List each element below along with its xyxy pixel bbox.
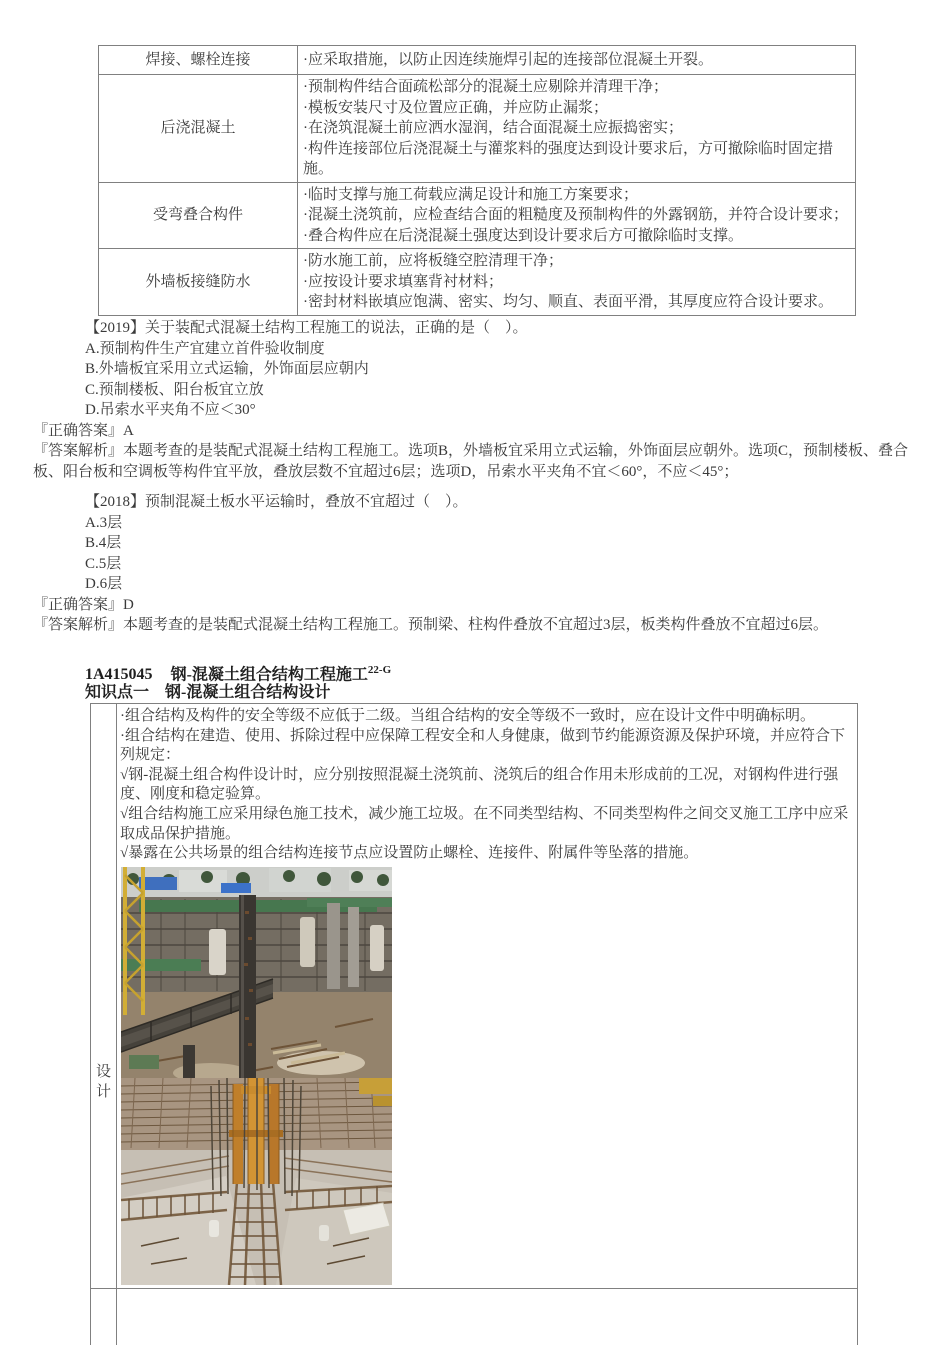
row-label: 受弯叠合构件 — [99, 182, 298, 249]
side-label-design: 设计 — [95, 1064, 111, 1100]
steel-column-rebar-photo — [121, 1078, 392, 1285]
table-item: ·模板安装尺寸及位置应正确，并应防止漏浆； — [303, 99, 608, 116]
row-content — [298, 46, 856, 75]
row-label: 焊接、螺栓连接 — [99, 46, 298, 75]
table-item: ·防水施工前，应将板缝空腔清理干净； — [303, 253, 563, 269]
design-bullet: √组合结构施工应采用绿色施工技术，减少施工垃圾。在不同类型结构、不同类型构件之间交叉施工工序中应采取成品保护措施。 — [120, 805, 849, 842]
design-bullet: √暴露在公共场景的组合结构连接节点应设置防止螺栓、连接件、附属件等坠落的措施。 — [120, 845, 699, 862]
precast-requirements-table — [98, 45, 856, 316]
answer-analysis: 『答案解析』本题考查的是装配式混凝土结构工程施工。选项B，外墙板宜采用立式运输，外饰面层应朝外。选项C，预制楼板、叠合板、阳台板和空调板等构件宜平放，叠放层数不宜超过6层；选项D，吊索水平夹角不宜＜60°，不应＜45°； — [33, 443, 909, 480]
table-item: ·预制构件结合面疏松部分的混凝土应剔除并清理干净； — [303, 79, 668, 95]
option-c: C.5层 — [85, 555, 122, 572]
side-label-column — [91, 704, 117, 1345]
table-row-divider — [91, 1288, 857, 1289]
correct-answer: 『正确答案』A — [33, 422, 134, 439]
section-code: 1A415045 — [85, 666, 153, 684]
table-item: ·应采取措施，以防止因连续施焊引起的连接部位混凝土开裂。 — [303, 51, 713, 68]
section-superscript: 22-G — [367, 664, 392, 676]
row-content — [298, 75, 856, 183]
option-d: D.吊索水平夹角不应＜30° — [85, 402, 256, 418]
design-bullet: ·组合结构及构件的安全等级不应低于二级。当组合结构的安全等级不一致时，应在设计文件中明确标明。 — [120, 708, 815, 724]
table-item: ·应按设计要求填塞背衬材料； — [303, 273, 503, 290]
table-row — [99, 75, 856, 183]
question-stem: 【2018】预制混凝土板水平运输时，叠放不宜超过（ ）。 — [85, 494, 468, 510]
table-item: ·在浇筑混凝土前应洒水湿润，结合面混凝土应振捣密实； — [303, 120, 683, 136]
table-row — [99, 249, 856, 316]
row-content — [298, 182, 856, 249]
table-row — [99, 46, 856, 75]
design-bullet: ·组合结构在建造、使用、拆除过程中应保障工程安全和人身健康，做到节约能源资源及保护环境，并应符合下列规定： — [120, 727, 846, 764]
design-section-table — [90, 703, 858, 1345]
row-content — [298, 249, 856, 316]
section-title: 钢-混凝土组合结构工程施工 — [170, 666, 368, 684]
table-item: ·叠合构件应在后浇混凝土强度达到设计要求后方可撤除临时支撑。 — [303, 227, 743, 244]
construction-site-photo — [121, 867, 392, 1078]
table-item: ·密封材料嵌填应饱满、密实、均匀、顺直、表面平滑，其厚度应符合设计要求。 — [303, 294, 833, 310]
option-b: B.4层 — [85, 535, 122, 551]
row-label: 后浇混凝土 — [99, 75, 298, 183]
knowledge-point-label: 知识点一 — [85, 684, 150, 701]
option-c: C.预制楼板、阳台板宜立放 — [85, 381, 264, 398]
question-2019 — [33, 318, 922, 482]
correct-answer: 『正确答案』D — [33, 596, 134, 613]
table-item: ·临时支撑与施工荷载应满足设计和施工方案要求； — [303, 186, 638, 203]
knowledge-point-title: 钢-混凝土组合结构设计 — [165, 684, 331, 701]
question-2018 — [33, 492, 922, 636]
table-item: ·混凝土浇筑前，应检查结合面的粗糙度及预制构件的外露钢筋，并符合设计要求； — [303, 207, 848, 223]
row-label: 外墙板接缝防水 — [99, 249, 298, 316]
knowledge-point-heading — [85, 682, 935, 704]
answer-analysis: 『答案解析』本题考查的是装配式混凝土结构工程施工。预制梁、柱构件叠放不宜超过3层，板类构件叠放不宜超过6层。 — [33, 617, 829, 633]
design-content-cell — [117, 704, 856, 1285]
option-b: B.外墙板宜采用立式运输，外饰面层应朝内 — [85, 361, 369, 377]
question-stem: 【2019】关于装配式混凝土结构工程施工的说法，正确的是（ ）。 — [85, 320, 528, 336]
option-a: A.3层 — [85, 514, 123, 531]
table-row — [99, 182, 856, 249]
option-a: A.预制构件生产宜建立首件验收制度 — [85, 340, 325, 357]
table-item: ·构件连接部位后浇混凝土与灌浆料的强度达到设计要求后，方可撤除临时固定措施。 — [303, 140, 833, 177]
option-d: D.6层 — [85, 576, 123, 592]
design-bullet: √钢-混凝土组合构件设计时，应分别按照混凝土浇筑前、浇筑后的组合作用未形成前的工况，对钢构件进行强度、刚度和稳定验算。 — [120, 766, 839, 803]
